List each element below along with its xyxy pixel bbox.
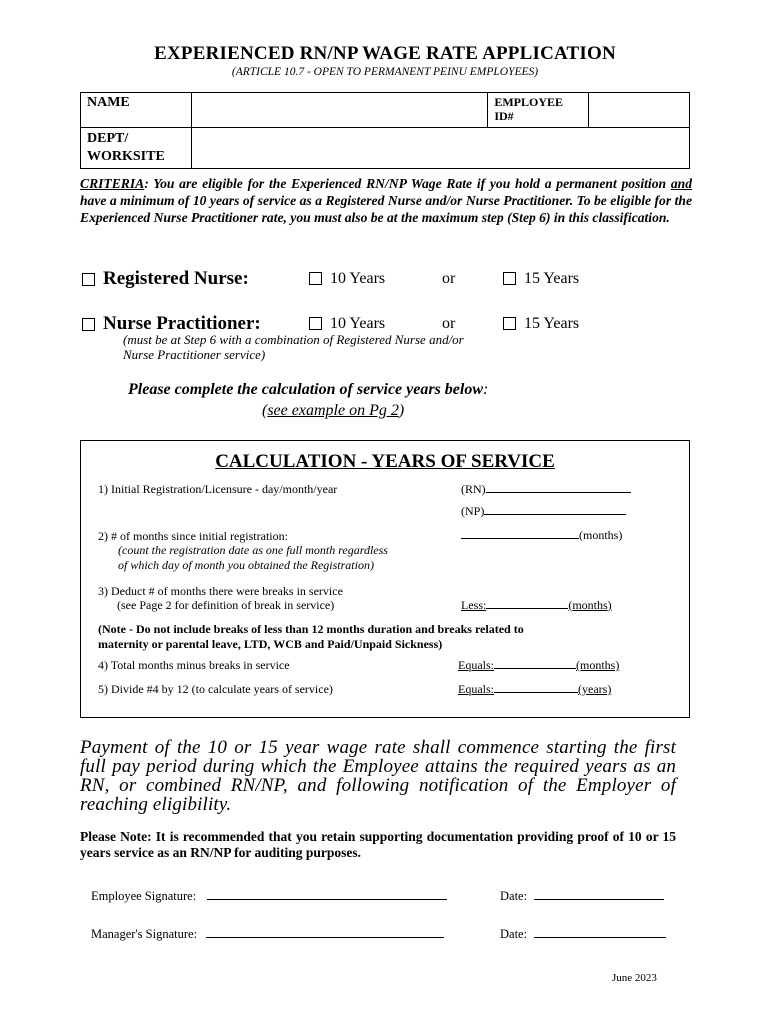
rn-checkbox[interactable]	[82, 273, 95, 286]
np-15-option: 15 Years	[503, 315, 579, 333]
complete-calculation-instruction: Please complete the calculation of service years below:	[128, 381, 489, 398]
rn-row	[82, 268, 249, 290]
employee-date-field[interactable]	[534, 899, 664, 900]
rn-15-option: 15 Years	[503, 270, 579, 288]
rn-15-years-checkbox[interactable]	[503, 272, 516, 285]
dept-label: DEPT/ WORKSITE	[81, 128, 192, 169]
breaks-note: (Note - Do not include breaks of less than 12 months duration and breaks related to maternity or parental leave, LTD, WCB and Paid/Unpaid Sickness)	[98, 622, 524, 651]
calculation-title: CALCULATION - YEARS OF SERVICE	[215, 451, 555, 472]
criteria-text: CRITERIA: You are eligible for the Experienced RN/NP Wage Rate if you hold a permanent position and have a minimum of 10 years of service as a Registered Nurse and/or Nurse Practitioner. To be eligible for the Experienced Nurse Practitioner rate, you must also be at the maximum step (Step 6) in this classification.	[80, 176, 692, 225]
rn-date-field[interactable]: (RN)	[461, 482, 631, 497]
name-field[interactable]	[191, 93, 488, 128]
np-step-note: (must be at Step 6 with a combination of Registered Nurse and/or Nurse Practitioner service)	[123, 332, 464, 362]
see-example-note: (see example on Pg 2)	[262, 402, 405, 419]
rn-10-option: 10 Years	[309, 270, 385, 288]
np-date-field[interactable]: (NP)	[461, 504, 626, 519]
form-subtitle: (ARTICLE 10.7 - OPEN TO PERMANENT PEINU EMPLOYEES)	[231, 66, 539, 78]
step-5-label: 5) Divide #4 by 12 (to calculate years of service)	[98, 682, 333, 696]
employee-id-label: EMPLOYEE ID#	[488, 93, 589, 128]
step-2-label: 2) # of months since initial registration:	[98, 529, 288, 543]
employee-signature-field[interactable]	[207, 899, 447, 900]
see-example-link[interactable]: see example on Pg 2	[267, 402, 399, 419]
np-label: Nurse Practitioner:	[103, 313, 261, 334]
np-checkbox[interactable]	[82, 318, 95, 331]
years-of-service-field[interactable]: Equals: (years)	[458, 682, 612, 696]
manager-date-row: Date:	[500, 927, 666, 942]
payment-commencement-text: Payment of the 10 or 15 year wage rate shall commence starting the first full pay period during which the Employee attains the required years as an RN, or combined RN/NP, and following notification of the Employer of reaching eligibility.	[80, 737, 676, 815]
rn-or: or	[442, 270, 456, 287]
total-months-field[interactable]: Equals: (months)	[458, 658, 620, 672]
np-10-option: 10 Years	[309, 315, 385, 333]
employee-date-row: Date:	[500, 889, 664, 904]
np-or: or	[442, 315, 456, 332]
step-2-note: (count the registration date as one full month regardless of which day of month you obtained the Registration)	[118, 543, 388, 572]
form-title: EXPERIENCED RN/NP WAGE RATE APPLICATION	[154, 43, 616, 64]
dept-worksite-field[interactable]	[191, 128, 689, 169]
rn-10-years-checkbox[interactable]	[309, 272, 322, 285]
employee-id-field[interactable]	[588, 93, 689, 128]
break-months-field[interactable]: Less: (months)	[461, 598, 612, 612]
manager-signature-row: Manager's Signature:	[91, 927, 444, 942]
np-15-years-checkbox[interactable]	[503, 317, 516, 330]
step-4-label: 4) Total months minus breaks in service	[98, 658, 290, 672]
step-3-label: 3) Deduct # of months there were breaks in service (see Page 2 for definition of break in service)	[98, 584, 343, 612]
employee-info-table	[80, 92, 690, 169]
np-10-years-checkbox[interactable]	[309, 317, 322, 330]
step-1-label: 1) Initial Registration/Licensure - day/month/year	[98, 482, 338, 496]
please-note-text: Please Note: It is recommended that you retain supporting documentation providing proof of 10 or 15 years service as an RN/NP for auditing purposes.	[80, 829, 676, 860]
name-label: NAME	[81, 93, 192, 128]
manager-date-field[interactable]	[534, 937, 666, 938]
manager-signature-field[interactable]	[206, 937, 444, 938]
rn-label: Registered Nurse:	[103, 268, 249, 289]
employee-signature-row: Employee Signature:	[91, 889, 447, 904]
footer-date: June 2023	[612, 972, 657, 984]
months-since-registration-field[interactable]: (months)	[461, 528, 622, 543]
